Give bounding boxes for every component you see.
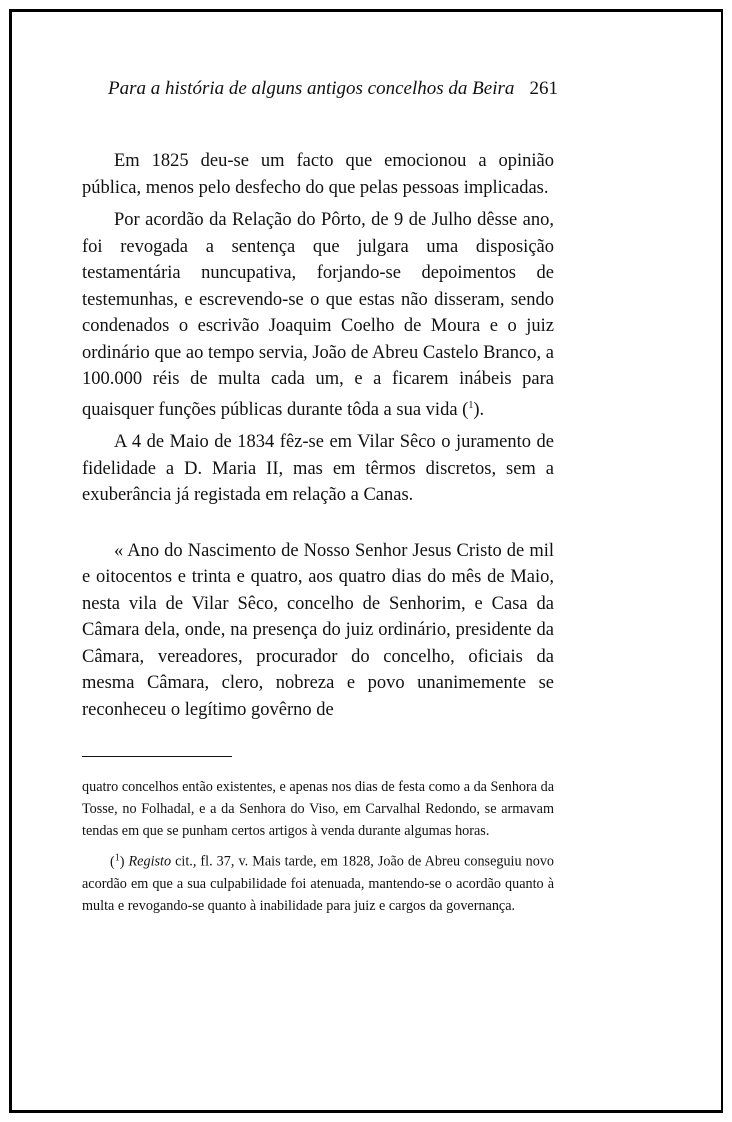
paragraph [82, 207, 554, 423]
footnote-source: Registo [128, 853, 172, 870]
main-text [82, 148, 554, 729]
paragraph-text: Por acordão da Relação do Pôrto, de 9 de Julho dêsse ano, foi revogada a sentença que julgara uma disposição testamentária nuncupativa, forjando-se depoimentos de testemunhas, e escrevendo-se o que estas não disseram, sendo condenados o escrivão Joaquim Coelho de Moura e o juiz ordinário que ao tempo servia, João de Abreu Castelo Branco, a 100.000 réis de multa cada um, e a ficarem inábeis para quaisquer funções públicas durante tôda a sua vida [82, 210, 554, 420]
footnote-rule [82, 756, 232, 757]
footnote-continuation: quatro concelhos então existentes, e apenas nos dias de festa como a da Senhora da Tosse, no Folhadal, e a da Senhora do Viso, em Carvalhal Redondo, se armavam tendas em que se punham certos artigos à venda durante algumas horas. [82, 779, 554, 839]
running-head [108, 78, 558, 100]
paragraph: A 4 de Maio de 1834 fêz-se em Vilar Sêco o juramento de fidelidade a D. Maria II, mas em têrmos discretos, sem a exuberância já registada em relação a Canas. [82, 432, 554, 506]
footnote-reference: ($^1$). [462, 399, 485, 420]
page-number: 261 [529, 78, 558, 99]
footnote-1 [82, 847, 554, 917]
paragraph: Em 1825 deu-se um facto que emocionou a opinião pública, menos pelo desfecho do que pelas pessoas implicadas. [82, 151, 554, 198]
footnote-text: cit., fl. 37, v. Mais tarde, em 1828, João de Abreu conseguiu novo acordão em que a sua culpabilidade foi atenuada, mantendo-se o acordão quanto à multa e revogando-se quanto à inabilidade para juiz e cargos da governança. [82, 853, 555, 914]
footnotes [82, 776, 554, 922]
footnote-marker: ($^1$) [110, 852, 125, 870]
running-title: Para a história de alguns antigos concelhos da Beira [108, 78, 515, 99]
quoted-paragraph: « Ano do Nascimento de Nosso Senhor Jesus Cristo de mil e oitocentos e trinta e quatro, aos quatro dias do mês de Maio, nesta vila de Vilar Sêco, concelho de Senhorim, e Casa da Câmara dela, onde, na presença do juiz ordinário, presidente da Câmara, vereadores, procurador do concelho, oficiais da mesma Câmara, clero, nobreza e povo unanimemente se reconheceu o legítimo govêrno de [82, 540, 554, 720]
